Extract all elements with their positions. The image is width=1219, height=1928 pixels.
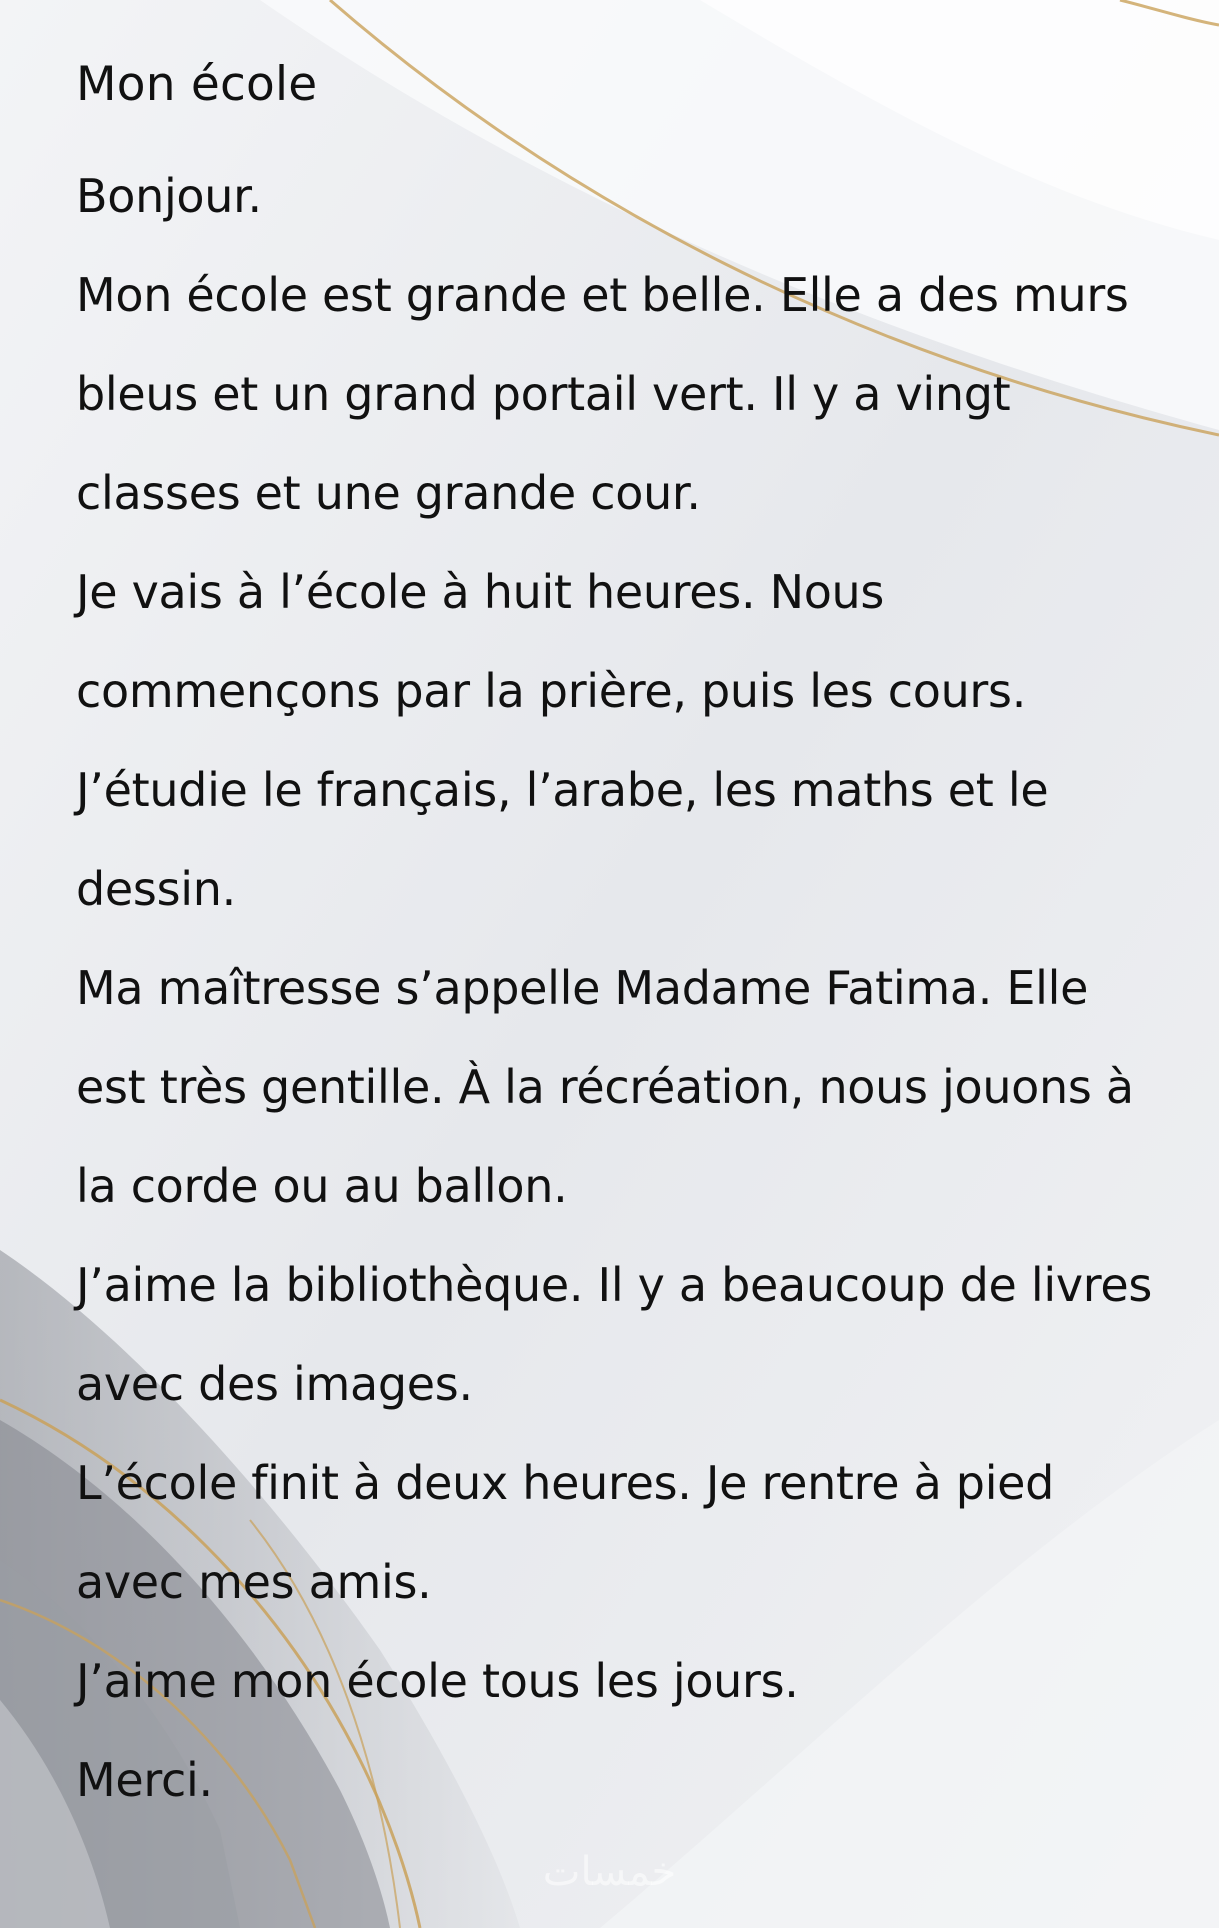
- paragraph-greeting: Bonjour.: [76, 169, 262, 223]
- document-text: [76, 147, 1156, 1830]
- paragraph-end-of-day: L’école finit à deux heures. Je rentre à pied avec mes amis.: [76, 1456, 1055, 1609]
- paragraph-school-description: Mon école est grande et belle. Elle a des murs bleus et un grand portail vert. Il y a vingt classes et une grande cour.: [76, 268, 1129, 520]
- paragraph-teacher: Ma maîtresse s’appelle Madame Fatima. Elle est très gentille. À la récréation, nous jouons à la corde ou au ballon.: [76, 961, 1134, 1213]
- document-body: [76, 50, 1156, 1830]
- paragraph-schedule: Je vais à l’école à huit heures. Nous commençons par la prière, puis les cours.: [76, 565, 1027, 718]
- paragraph-library: J’aime la bibliothèque. Il y a beaucoup de livres avec des images.: [76, 1258, 1153, 1411]
- paragraph-love-school: J’aime mon école tous les jours.: [76, 1654, 799, 1708]
- paragraph-subjects: J’étudie le français, l’arabe, les maths et le dessin.: [76, 763, 1049, 916]
- document-title: Mon école: [76, 57, 318, 112]
- paragraph-thanks: Merci.: [76, 1753, 213, 1807]
- watermark-logo: خمسات: [542, 1849, 677, 1895]
